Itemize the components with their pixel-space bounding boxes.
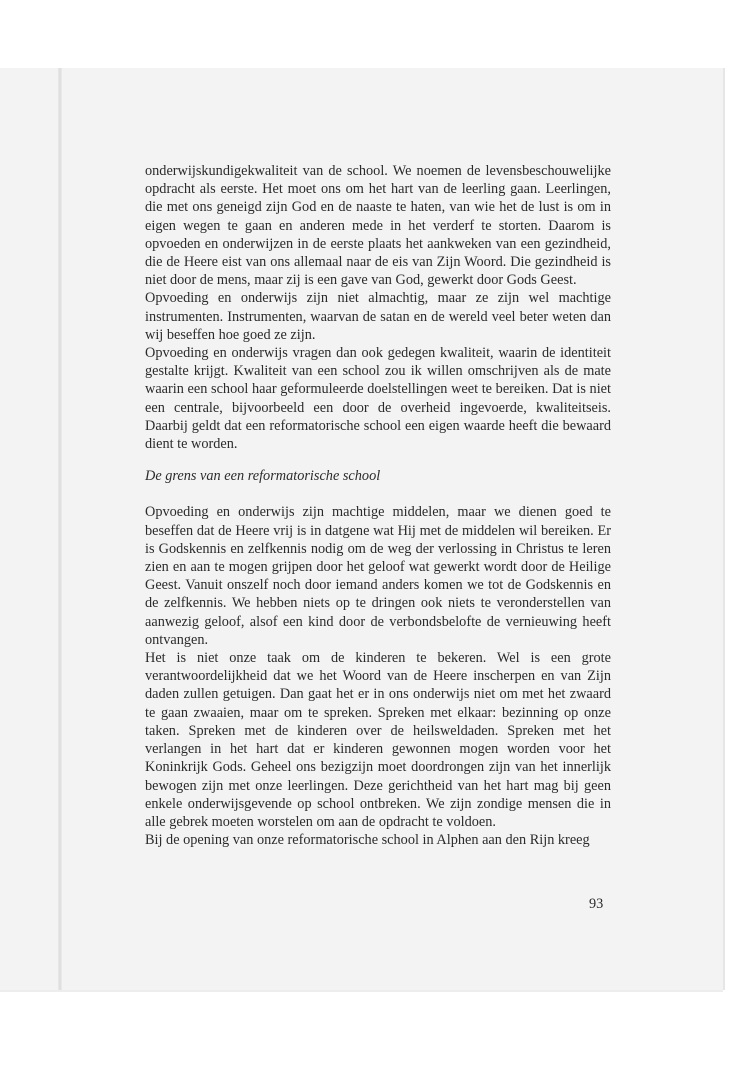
- paragraph-opening-school: Bij de opening van onze reformatorische school in Alphen aan den Rijn kreeg: [145, 832, 590, 849]
- paragraph-machtige-middelen: Opvoeding en onderwijs zijn machtige middelen, maar we dienen goed te beseffen dat de Heere vrij is in datgene wat Hij met de middelen wil bereiken. Er is Godskennis en zelfkennis nodig om de weg der verlossing in Christus te leren zien en aan te mogen grijpen door het geloof wat gewerkt wordt door de Heilige Geest. Vanuit onszelf noch door iemand anders komen we tot de Godskennis en de zelfkennis. We hebben niets op te dringen ook niets te veronderstellen van aanwezig geloof, alsof een kind door de verbondsbelofte de vernieuwing heeft ontvangen.: [145, 504, 611, 648]
- page-number: 93: [589, 896, 604, 912]
- book-page: [0, 68, 723, 990]
- paragraph-machtige-instrumenten: Opvoeding en onderwijs zijn niet almachtig, maar ze zijn wel machtige instrumenten. Instrumenten, waarvan de satan en de wereld veel beter weten dan wij beseffen hoe goed ze zijn.: [145, 290, 611, 343]
- paragraph-gedegen-kwaliteit: Opvoeding en onderwijs vragen dan ook gedegen kwaliteit, waarin de identiteit gestalte krijgt. Kwaliteit van een school zou ik willen omschrijven als de mate waarin een school haar geformuleerde doelstellingen weet te bereiken. Dat is niet een centrale, bijvoorbeeld een door de overheid ingevoerde, kwaliteitseis. Daarbij geldt dat een reformatorische school een eigen waarde heeft die bewaard dient te worden.: [145, 345, 611, 453]
- body-text: [145, 162, 611, 849]
- paragraph-kwaliteit-opdracht: onderwijskundigekwaliteit van de school. We noemen de levensbeschouwelijke opdracht als eerste. Het moet ons om het hart van de leerling gaan. Leerlingen, die met ons geneigd zijn God en de naaste te haten, van wie het de lust is om in eigen wegen te gaan en anderen mede in het verderf te storten. Daarom is opvoeden en onderwijzen in de eerste plaats het aankweken van een gezindheid, die de Heere eist van ons allemaal naar de eis van Zijn Woord. Die gezindheid is niet door de mens, maar zij is een gave van God, gewerkt door Gods Geest.: [145, 163, 611, 289]
- paragraph-taak-bekeren: Het is niet onze taak om de kinderen te bekeren. Wel is een grote verantwoordelijkheid dat we het Woord van de Heere inscherpen en van Zijn daden zullen getuigen. Dan gaat het er in ons onderwijs niet om met het zwaard te gaan zwaaien, maar om te spreken. Spreken met elkaar: bezinning op onze taken. Spreken met de kinderen over de heilsweldaden. Spreken met het verlangen in het hart dat er kinderen gewonnen mogen worden voor het Koninkrijk Gods. Geheel ons bezigzijn moet doordrongen zijn van het innerlijk bewogen zijn met onze leerlingen. Deze gerichtheid van het hart mag bij geen enkele onderwijsgevende op school ontbreken. We zijn zondige mensen die in alle gebrek moeten worstelen om aan de opdracht te voldoen.: [145, 650, 611, 830]
- section-heading: De grens van een reformatorische school: [145, 468, 381, 485]
- page-gutter: [58, 68, 62, 990]
